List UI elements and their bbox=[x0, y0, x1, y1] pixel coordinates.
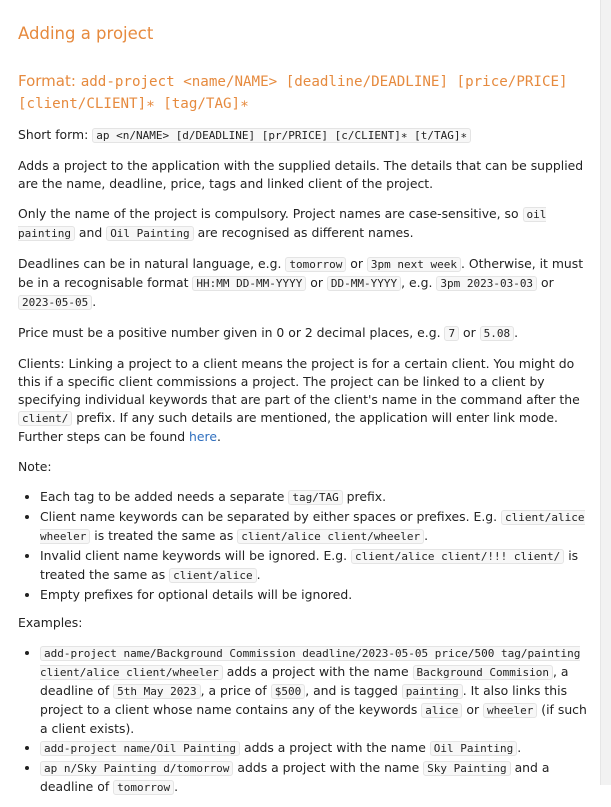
text-span: . bbox=[517, 740, 522, 755]
text-span: . bbox=[514, 325, 519, 340]
inline-code: Oil Painting bbox=[430, 741, 517, 756]
inline-code: oil painting bbox=[18, 208, 547, 240]
note-label: Note: bbox=[18, 459, 52, 474]
text-span: . bbox=[256, 567, 261, 582]
text-span: Only the name of the project is compulsory. Project names are case-sensitive, so bbox=[18, 206, 523, 221]
inline-code: tomorrow bbox=[113, 780, 174, 795]
text-span: prefix. bbox=[342, 489, 387, 504]
content-body bbox=[18, 126, 591, 807]
text-span: or bbox=[459, 325, 480, 340]
section-heading: Adding a project bbox=[18, 24, 154, 43]
text-span: and bbox=[74, 225, 107, 240]
inline-code: add-project name/Background Commission deadline/2023-05-05 price/500 tag/painting client/alice client/wheeler bbox=[40, 647, 581, 679]
text-span: , a deadline of bbox=[40, 664, 569, 698]
inline-code: ap n/Sky Painting d/tomorrow bbox=[40, 761, 233, 776]
examples-list bbox=[18, 644, 591, 797]
text-span: or bbox=[537, 275, 554, 290]
short-form-label: Short form: bbox=[18, 127, 89, 142]
inline-code: client/alice client/wheeler bbox=[237, 529, 424, 544]
inline-code: client/alice wheeler bbox=[40, 511, 585, 543]
inline-code: alice bbox=[421, 703, 462, 718]
text-span: , a price of bbox=[200, 683, 271, 698]
examples-label: Examples: bbox=[18, 615, 83, 630]
list-item bbox=[40, 586, 591, 604]
deadline-paragraph bbox=[18, 255, 591, 312]
text-span: Each tag to be added needs a separate bbox=[40, 489, 289, 504]
text-span: . bbox=[174, 779, 179, 794]
text-span: or bbox=[462, 702, 483, 717]
inline-code: add-project name/Oil Painting bbox=[40, 741, 240, 756]
inline-code: client/alice client/!!! client/ bbox=[351, 549, 564, 564]
format-command: add-project <name/NAME> [deadline/DEADLINE] [price/PRICE] [client/CLIENT]∗ [tag/TAG]∗ bbox=[18, 74, 568, 112]
text-span: . bbox=[424, 528, 429, 543]
text-span: . Otherwise, it must be in a recognisable format bbox=[18, 256, 584, 290]
inline-code: 3pm next week bbox=[367, 257, 461, 272]
inline-code: $500 bbox=[271, 684, 306, 699]
text-span: or bbox=[346, 256, 367, 271]
inline-code: Background Commision bbox=[413, 665, 553, 680]
inline-code: 2023-05-05 bbox=[18, 295, 92, 310]
intro-paragraph: Adds a project to the application with the supplied details. The details that can be supplied are the name, deadline, price, tags and linked client of the project. bbox=[18, 158, 584, 191]
text-span: are recognised as different names. bbox=[193, 225, 414, 240]
inline-code: client/ bbox=[18, 411, 72, 426]
price-paragraph bbox=[18, 324, 591, 343]
text-span: adds a project with the name bbox=[240, 740, 430, 755]
list-item bbox=[40, 547, 591, 585]
list-item bbox=[40, 488, 591, 507]
text-span: Deadlines can be in natural language, e.g. bbox=[18, 256, 286, 271]
inline-code: Sky Painting bbox=[423, 761, 510, 776]
inline-code: tomorrow bbox=[285, 257, 346, 272]
text-span: is treated the same as bbox=[90, 528, 238, 543]
inline-code: painting bbox=[402, 684, 463, 699]
inline-code: DD-MM-YYYY bbox=[327, 276, 401, 291]
notes-list bbox=[18, 488, 591, 604]
inline-code: 7 bbox=[444, 326, 459, 341]
text-span: Client name keywords can be separated by either spaces or prefixes. E.g. bbox=[40, 509, 502, 524]
text-span: adds a project with the name bbox=[233, 760, 424, 775]
text-span: . bbox=[92, 294, 97, 309]
inline-code: HH:MM DD-MM-YYYY bbox=[192, 276, 306, 291]
list-item bbox=[40, 644, 591, 738]
inline-code: 3pm 2023-03-03 bbox=[436, 276, 537, 291]
text-span: (if such a client exists). bbox=[40, 702, 587, 736]
text-span: . bbox=[216, 429, 221, 444]
list-item bbox=[40, 759, 591, 797]
short-form-command: ap <n/NAME> [d/DEADLINE] [pr/PRICE] [c/CLIENT]∗ [t/TAG]∗ bbox=[92, 128, 471, 143]
text-span: , e.g. bbox=[401, 275, 437, 290]
text-span: is treated the same as bbox=[40, 548, 579, 582]
format-label: Format: bbox=[18, 72, 76, 90]
text-span: , and is tagged bbox=[305, 683, 402, 698]
text-span: Clients: Linking a project to a client means the project is for a certain client. You might do this if a specific client commissions a project. The project can be linked to a client by specifying individual keywords that are part of the client's name in the command after the bbox=[18, 356, 580, 407]
text-span: adds a project with the name bbox=[222, 664, 413, 679]
text-span: prefix. If any such details are mentioned, the application will enter link mode. Further steps can be found bbox=[18, 410, 558, 444]
format-line bbox=[18, 71, 571, 115]
text-span: . It also links this project to a client whose name contains any of the keywords bbox=[40, 683, 568, 717]
text-span: and a deadline of bbox=[40, 760, 550, 794]
inline-code: tag/TAG bbox=[288, 490, 342, 505]
inline-code: client/alice bbox=[169, 568, 256, 583]
inline-code: Oil Painting bbox=[106, 226, 193, 241]
list-item bbox=[40, 739, 591, 758]
text-span: or bbox=[306, 275, 327, 290]
short-form-paragraph bbox=[18, 126, 591, 145]
link-mode-link[interactable]: here bbox=[189, 429, 217, 444]
inline-code: 5th May 2023 bbox=[113, 684, 200, 699]
text-span: Price must be a positive number given in 0 or 2 decimal places, e.g. bbox=[18, 325, 445, 340]
name-paragraph bbox=[18, 205, 591, 243]
list-item bbox=[40, 508, 591, 546]
text-span: Empty prefixes for optional details will be ignored. bbox=[40, 587, 353, 602]
inline-code: wheeler bbox=[483, 703, 537, 718]
clients-paragraph bbox=[18, 355, 591, 446]
text-span: Invalid client name keywords will be ignored. E.g. bbox=[40, 548, 351, 563]
vertical-scrollbar[interactable] bbox=[600, 0, 611, 785]
inline-code: 5.08 bbox=[480, 326, 515, 341]
